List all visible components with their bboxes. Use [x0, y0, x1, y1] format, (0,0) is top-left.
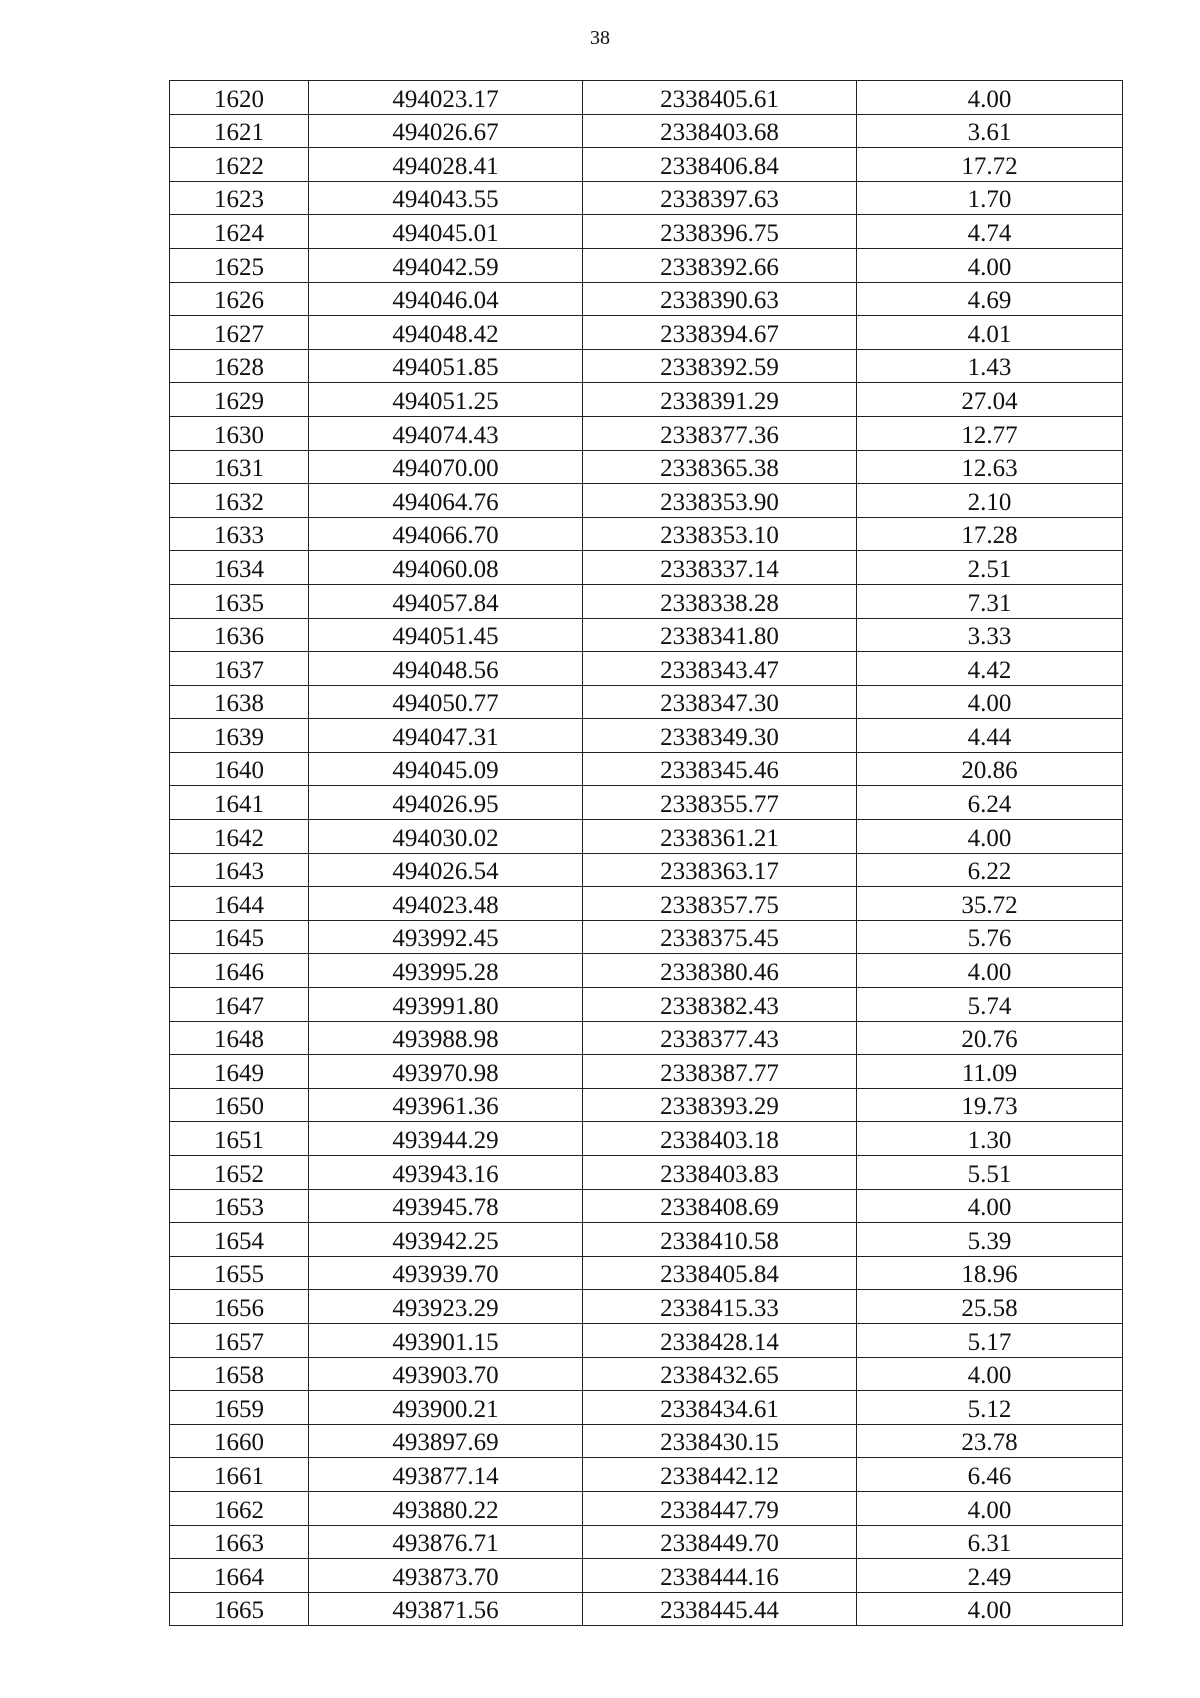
distance-cell: 6.22: [857, 853, 1123, 887]
table-row: [170, 820, 1123, 854]
table-row: [170, 1559, 1123, 1593]
table-row: [170, 1088, 1123, 1122]
table-row: [170, 484, 1123, 518]
distance-cell: 25.58: [857, 1290, 1123, 1324]
table-row: [170, 887, 1123, 921]
table-row: [170, 1021, 1123, 1055]
y-coordinate-cell: 2338380.46: [583, 954, 857, 988]
x-coordinate-cell: 494057.84: [309, 584, 583, 618]
x-coordinate-cell: 493943.16: [309, 1156, 583, 1190]
y-coordinate-cell: 2338361.21: [583, 820, 857, 854]
y-coordinate-cell: 2338405.61: [583, 81, 857, 115]
table-row: [170, 1424, 1123, 1458]
x-coordinate-cell: 493873.70: [309, 1559, 583, 1593]
x-coordinate-cell: 494051.25: [309, 383, 583, 417]
table-row: [170, 853, 1123, 887]
point-id-cell: 1622: [170, 148, 309, 182]
table-row: [170, 584, 1123, 618]
point-id-cell: 1642: [170, 820, 309, 854]
y-coordinate-cell: 2338408.69: [583, 1189, 857, 1223]
point-id-cell: 1649: [170, 1055, 309, 1089]
x-coordinate-cell: 493970.98: [309, 1055, 583, 1089]
point-id-cell: 1658: [170, 1357, 309, 1391]
table-row: [170, 1290, 1123, 1324]
x-coordinate-cell: 494050.77: [309, 685, 583, 719]
y-coordinate-cell: 2338392.66: [583, 248, 857, 282]
distance-cell: 17.72: [857, 148, 1123, 182]
y-coordinate-cell: 2338377.43: [583, 1021, 857, 1055]
point-id-cell: 1653: [170, 1189, 309, 1223]
x-coordinate-cell: 494064.76: [309, 484, 583, 518]
table-row: [170, 1458, 1123, 1492]
table-row: [170, 1055, 1123, 1089]
table-row: [170, 181, 1123, 215]
table-row: [170, 81, 1123, 115]
point-id-cell: 1640: [170, 752, 309, 786]
x-coordinate-cell: 493901.15: [309, 1323, 583, 1357]
table-row: [170, 316, 1123, 350]
x-coordinate-cell: 493900.21: [309, 1391, 583, 1425]
distance-cell: 4.74: [857, 215, 1123, 249]
point-id-cell: 1665: [170, 1592, 309, 1626]
point-id-cell: 1663: [170, 1525, 309, 1559]
distance-cell: 4.69: [857, 282, 1123, 316]
y-coordinate-cell: 2338447.79: [583, 1491, 857, 1525]
y-coordinate-cell: 2338337.14: [583, 551, 857, 585]
point-id-cell: 1621: [170, 114, 309, 148]
y-coordinate-cell: 2338396.75: [583, 215, 857, 249]
y-coordinate-cell: 2338377.36: [583, 416, 857, 450]
distance-cell: 4.01: [857, 316, 1123, 350]
distance-cell: 3.61: [857, 114, 1123, 148]
point-id-cell: 1661: [170, 1458, 309, 1492]
table-row: [170, 551, 1123, 585]
y-coordinate-cell: 2338349.30: [583, 719, 857, 753]
y-coordinate-cell: 2338347.30: [583, 685, 857, 719]
point-id-cell: 1629: [170, 383, 309, 417]
distance-cell: 4.00: [857, 1491, 1123, 1525]
point-id-cell: 1639: [170, 719, 309, 753]
y-coordinate-cell: 2338428.14: [583, 1323, 857, 1357]
y-coordinate-cell: 2338405.84: [583, 1256, 857, 1290]
point-id-cell: 1647: [170, 988, 309, 1022]
table-row: [170, 786, 1123, 820]
distance-cell: 4.42: [857, 652, 1123, 686]
point-id-cell: 1659: [170, 1391, 309, 1425]
x-coordinate-cell: 494026.95: [309, 786, 583, 820]
x-coordinate-cell: 493871.56: [309, 1592, 583, 1626]
y-coordinate-cell: 2338415.33: [583, 1290, 857, 1324]
x-coordinate-cell: 494048.42: [309, 316, 583, 350]
x-coordinate-cell: 494047.31: [309, 719, 583, 753]
table-row: [170, 114, 1123, 148]
y-coordinate-cell: 2338382.43: [583, 988, 857, 1022]
point-id-cell: 1643: [170, 853, 309, 887]
x-coordinate-cell: 493995.28: [309, 954, 583, 988]
distance-cell: 20.86: [857, 752, 1123, 786]
point-id-cell: 1633: [170, 517, 309, 551]
y-coordinate-cell: 2338387.77: [583, 1055, 857, 1089]
point-id-cell: 1655: [170, 1256, 309, 1290]
x-coordinate-cell: 494043.55: [309, 181, 583, 215]
table-row: [170, 349, 1123, 383]
page-number: 38: [590, 27, 610, 49]
y-coordinate-cell: 2338363.17: [583, 853, 857, 887]
y-coordinate-cell: 2338442.12: [583, 1458, 857, 1492]
table-row: [170, 1525, 1123, 1559]
distance-cell: 4.00: [857, 685, 1123, 719]
point-id-cell: 1636: [170, 618, 309, 652]
y-coordinate-cell: 2338338.28: [583, 584, 857, 618]
distance-cell: 5.51: [857, 1156, 1123, 1190]
y-coordinate-cell: 2338403.18: [583, 1122, 857, 1156]
distance-cell: 5.39: [857, 1223, 1123, 1257]
distance-cell: 4.00: [857, 954, 1123, 988]
x-coordinate-cell: 494051.85: [309, 349, 583, 383]
table-row: [170, 719, 1123, 753]
x-coordinate-cell: 494070.00: [309, 450, 583, 484]
table-row: [170, 618, 1123, 652]
point-id-cell: 1656: [170, 1290, 309, 1324]
distance-cell: 27.04: [857, 383, 1123, 417]
distance-cell: 5.74: [857, 988, 1123, 1022]
distance-cell: 6.46: [857, 1458, 1123, 1492]
x-coordinate-cell: 494026.54: [309, 853, 583, 887]
y-coordinate-cell: 2338403.68: [583, 114, 857, 148]
distance-cell: 4.00: [857, 248, 1123, 282]
x-coordinate-cell: 493944.29: [309, 1122, 583, 1156]
table-row: [170, 1323, 1123, 1357]
point-id-cell: 1632: [170, 484, 309, 518]
distance-cell: 4.00: [857, 81, 1123, 115]
distance-cell: 35.72: [857, 887, 1123, 921]
distance-cell: 18.96: [857, 1256, 1123, 1290]
table-row: [170, 1156, 1123, 1190]
point-id-cell: 1637: [170, 652, 309, 686]
y-coordinate-cell: 2338375.45: [583, 920, 857, 954]
point-id-cell: 1624: [170, 215, 309, 249]
table-row: [170, 685, 1123, 719]
y-coordinate-cell: 2338392.59: [583, 349, 857, 383]
table-row: [170, 752, 1123, 786]
point-id-cell: 1662: [170, 1491, 309, 1525]
x-coordinate-cell: 494026.67: [309, 114, 583, 148]
point-id-cell: 1638: [170, 685, 309, 719]
distance-cell: 23.78: [857, 1424, 1123, 1458]
table-row: [170, 248, 1123, 282]
point-id-cell: 1651: [170, 1122, 309, 1156]
table-row: [170, 416, 1123, 450]
y-coordinate-cell: 2338365.38: [583, 450, 857, 484]
y-coordinate-cell: 2338355.77: [583, 786, 857, 820]
table-row: [170, 988, 1123, 1022]
x-coordinate-cell: 494023.17: [309, 81, 583, 115]
x-coordinate-cell: 494046.04: [309, 282, 583, 316]
x-coordinate-cell: 493945.78: [309, 1189, 583, 1223]
x-coordinate-cell: 493877.14: [309, 1458, 583, 1492]
x-coordinate-cell: 494074.43: [309, 416, 583, 450]
x-coordinate-cell: 493939.70: [309, 1256, 583, 1290]
point-id-cell: 1650: [170, 1088, 309, 1122]
y-coordinate-cell: 2338434.61: [583, 1391, 857, 1425]
y-coordinate-cell: 2338391.29: [583, 383, 857, 417]
point-id-cell: 1623: [170, 181, 309, 215]
table-row: [170, 1491, 1123, 1525]
distance-cell: 5.76: [857, 920, 1123, 954]
distance-cell: 2.10: [857, 484, 1123, 518]
x-coordinate-cell: 494030.02: [309, 820, 583, 854]
table-row: [170, 1223, 1123, 1257]
table-row: [170, 282, 1123, 316]
table-row: [170, 383, 1123, 417]
x-coordinate-cell: 493988.98: [309, 1021, 583, 1055]
table-row: [170, 954, 1123, 988]
table-row: [170, 652, 1123, 686]
table-row: [170, 148, 1123, 182]
distance-cell: 12.77: [857, 416, 1123, 450]
point-id-cell: 1644: [170, 887, 309, 921]
point-id-cell: 1657: [170, 1323, 309, 1357]
distance-cell: 4.00: [857, 820, 1123, 854]
y-coordinate-cell: 2338430.15: [583, 1424, 857, 1458]
distance-cell: 4.44: [857, 719, 1123, 753]
point-id-cell: 1648: [170, 1021, 309, 1055]
y-coordinate-cell: 2338393.29: [583, 1088, 857, 1122]
y-coordinate-cell: 2338353.10: [583, 517, 857, 551]
distance-cell: 1.43: [857, 349, 1123, 383]
distance-cell: 4.00: [857, 1357, 1123, 1391]
distance-cell: 12.63: [857, 450, 1123, 484]
table-row: [170, 450, 1123, 484]
distance-cell: 4.00: [857, 1189, 1123, 1223]
x-coordinate-cell: 494060.08: [309, 551, 583, 585]
y-coordinate-cell: 2338345.46: [583, 752, 857, 786]
point-id-cell: 1625: [170, 248, 309, 282]
point-id-cell: 1646: [170, 954, 309, 988]
x-coordinate-cell: 494045.01: [309, 215, 583, 249]
y-coordinate-cell: 2338403.83: [583, 1156, 857, 1190]
x-coordinate-cell: 494045.09: [309, 752, 583, 786]
table-row: [170, 1391, 1123, 1425]
y-coordinate-cell: 2338341.80: [583, 618, 857, 652]
distance-cell: 17.28: [857, 517, 1123, 551]
distance-cell: 7.31: [857, 584, 1123, 618]
coordinates-table-body: [170, 81, 1123, 1626]
point-id-cell: 1628: [170, 349, 309, 383]
distance-cell: 11.09: [857, 1055, 1123, 1089]
y-coordinate-cell: 2338406.84: [583, 148, 857, 182]
distance-cell: 1.70: [857, 181, 1123, 215]
y-coordinate-cell: 2338357.75: [583, 887, 857, 921]
distance-cell: 20.76: [857, 1021, 1123, 1055]
point-id-cell: 1620: [170, 81, 309, 115]
point-id-cell: 1664: [170, 1559, 309, 1593]
table-row: [170, 517, 1123, 551]
x-coordinate-cell: 493876.71: [309, 1525, 583, 1559]
point-id-cell: 1645: [170, 920, 309, 954]
distance-cell: 19.73: [857, 1088, 1123, 1122]
point-id-cell: 1634: [170, 551, 309, 585]
x-coordinate-cell: 493991.80: [309, 988, 583, 1022]
x-coordinate-cell: 494066.70: [309, 517, 583, 551]
point-id-cell: 1627: [170, 316, 309, 350]
x-coordinate-cell: 493903.70: [309, 1357, 583, 1391]
x-coordinate-cell: 493897.69: [309, 1424, 583, 1458]
y-coordinate-cell: 2338397.63: [583, 181, 857, 215]
point-id-cell: 1660: [170, 1424, 309, 1458]
x-coordinate-cell: 494051.45: [309, 618, 583, 652]
point-id-cell: 1641: [170, 786, 309, 820]
x-coordinate-cell: 493923.29: [309, 1290, 583, 1324]
y-coordinate-cell: 2338410.58: [583, 1223, 857, 1257]
x-coordinate-cell: 493961.36: [309, 1088, 583, 1122]
table-row: [170, 920, 1123, 954]
point-id-cell: 1652: [170, 1156, 309, 1190]
distance-cell: 5.12: [857, 1391, 1123, 1425]
distance-cell: 5.17: [857, 1323, 1123, 1357]
distance-cell: 6.31: [857, 1525, 1123, 1559]
table-row: [170, 1256, 1123, 1290]
x-coordinate-cell: 493942.25: [309, 1223, 583, 1257]
distance-cell: 2.51: [857, 551, 1123, 585]
point-id-cell: 1635: [170, 584, 309, 618]
distance-cell: 1.30: [857, 1122, 1123, 1156]
y-coordinate-cell: 2338432.65: [583, 1357, 857, 1391]
point-id-cell: 1630: [170, 416, 309, 450]
x-coordinate-cell: 494048.56: [309, 652, 583, 686]
x-coordinate-cell: 493992.45: [309, 920, 583, 954]
point-id-cell: 1626: [170, 282, 309, 316]
x-coordinate-cell: 494042.59: [309, 248, 583, 282]
point-id-cell: 1631: [170, 450, 309, 484]
table-row: [170, 215, 1123, 249]
coordinates-table: [169, 80, 1123, 1626]
y-coordinate-cell: 2338444.16: [583, 1559, 857, 1593]
y-coordinate-cell: 2338445.44: [583, 1592, 857, 1626]
distance-cell: 3.33: [857, 618, 1123, 652]
table-row: [170, 1189, 1123, 1223]
x-coordinate-cell: 493880.22: [309, 1491, 583, 1525]
y-coordinate-cell: 2338394.67: [583, 316, 857, 350]
y-coordinate-cell: 2338390.63: [583, 282, 857, 316]
table-row: [170, 1357, 1123, 1391]
x-coordinate-cell: 494028.41: [309, 148, 583, 182]
distance-cell: 2.49: [857, 1559, 1123, 1593]
distance-cell: 6.24: [857, 786, 1123, 820]
distance-cell: 4.00: [857, 1592, 1123, 1626]
x-coordinate-cell: 494023.48: [309, 887, 583, 921]
table-row: [170, 1122, 1123, 1156]
y-coordinate-cell: 2338449.70: [583, 1525, 857, 1559]
y-coordinate-cell: 2338343.47: [583, 652, 857, 686]
table-row: [170, 1592, 1123, 1626]
point-id-cell: 1654: [170, 1223, 309, 1257]
y-coordinate-cell: 2338353.90: [583, 484, 857, 518]
